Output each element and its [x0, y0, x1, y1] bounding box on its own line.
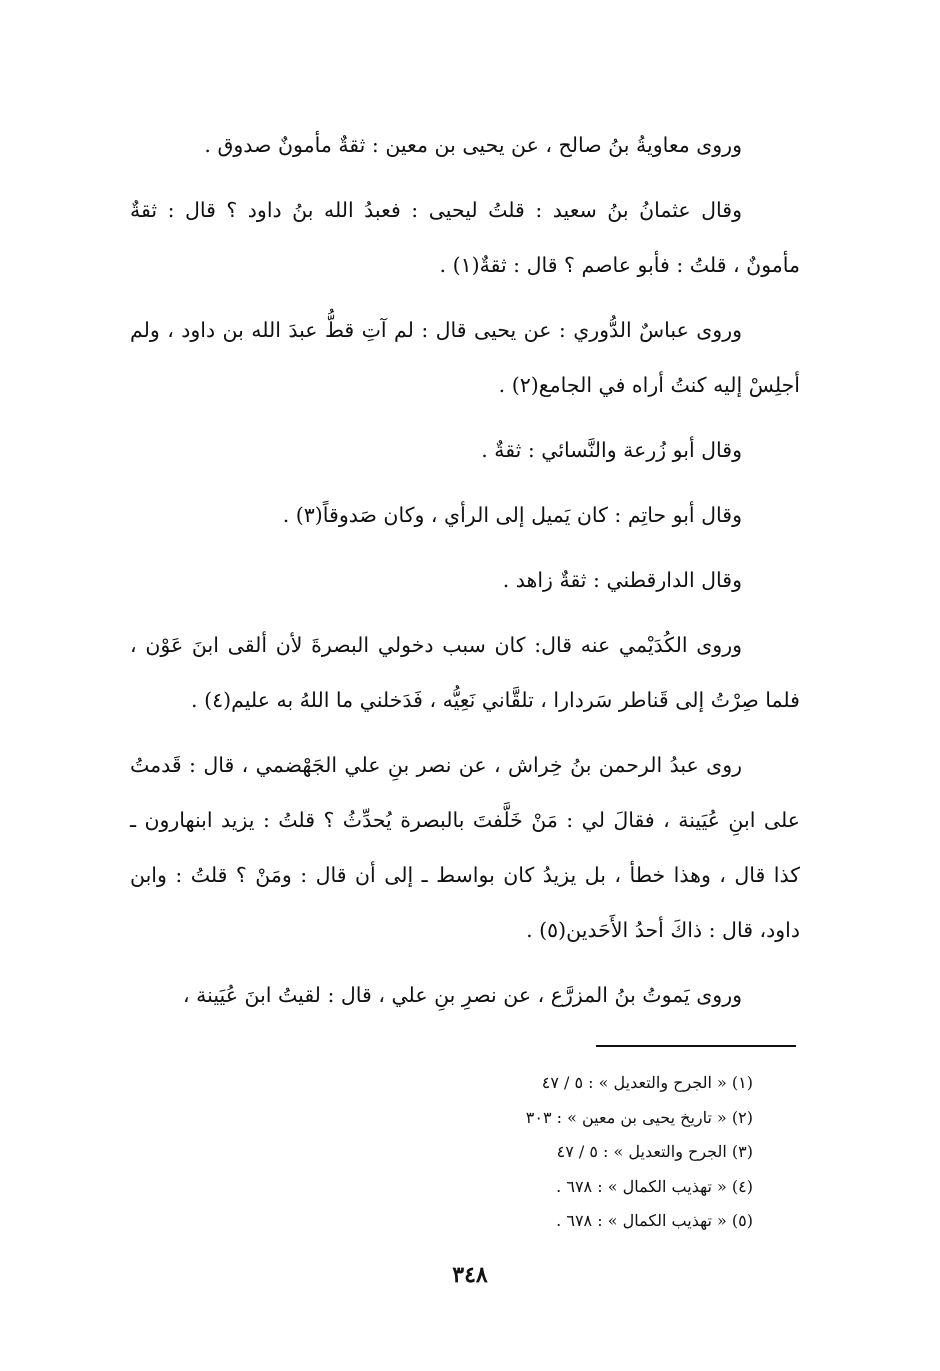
footnote-3: (٣) الجرح والتعديل » : ٥ / ٤٧ [556, 1142, 753, 1161]
paragraph-2: وقال عثمانُ بنُ سعيد : قلتُ ليحيى : فعبدُ الله بنُ داود ؟ قال : ثقةٌ مأمونٌ ، قلتُ : فأبو عاصم ؟ قال : ثقةٌ(١) . [130, 198, 800, 277]
page-number: ٣٤٨ [452, 1262, 488, 1288]
paragraph-7: وروى الكُدَيْمي عنه قال: كان سبب دخولي البصرةَ لأن ألقى ابنَ عَوْن ، فلما صِرْتُ إلى قَناطر سَردارا ، تلقَّاني نَعِيُّه ، فَدَخلني ما اللهُ به عليم(٤) . [130, 633, 800, 712]
paragraph-3: وروى عباسٌ الدُّوري : عن يحيى قال : لم آتِ قطُّ عبدَ الله بن داود ، ولم أجلِسْ إليه كنتُ أراه في الجامع(٢) . [130, 318, 800, 397]
footnote-2: (٢) « تاريخ يحيى بن معين » : ٣٠٣ [525, 1107, 753, 1127]
footnote-separator [596, 1045, 796, 1047]
paragraph-9: وروى يَموتُ بنُ المزرَّع ، عن نصرِ بنِ علي ، قال : لقيتُ ابنَ عُيَينة ، [183, 983, 742, 1007]
paragraph-6: وقال الدارقطني : ثقةٌ زاهد . [502, 568, 742, 592]
footnote-5: (٥) « تهذيب الكمال » : ٦٧٨ . [556, 1211, 753, 1230]
footnotes [323, 1066, 753, 1239]
footnote-1: (١) « الجرح والتعديل » : ٥ / ٤٧ [541, 1073, 753, 1092]
paragraph-4: وقال أبو زُرعة والنَّسائي : ثقةٌ . [481, 438, 742, 462]
main-text [130, 118, 800, 1023]
footnote-4: (٤) « تهذيب الكمال » : ٦٧٨ . [556, 1176, 753, 1196]
paragraph-1: وروى معاويةُ بنُ صالح ، عن يحيى بن معين : ثقةٌ مأمونٌ صدوق . [204, 133, 742, 157]
paragraph-8: روى عبدُ الرحمن بنُ خِراش ، عن نصر بنِ علي الجَهْضمي ، قال : قَدمتُ على ابنِ عُيَينة ، فقالَ لي : مَنْ خَلَّفتَ بالبصرة يُحدِّثُ ؟ قلتُ : يزيد ابنهارون ـ كذا قال ، وهذا خطأ ، بل يزيدُ كان بواسط ـ إلى أن قال : ومَنْ ؟ قلتُ : وابن داود، قال : ذاكَ أحدُ الأَحَدين(٥) . [130, 753, 800, 942]
paragraph-5: وقال أبو حاتِم : كان يَميل إلى الرأي ، وكان صَدوقاً(٣) . [282, 503, 742, 527]
